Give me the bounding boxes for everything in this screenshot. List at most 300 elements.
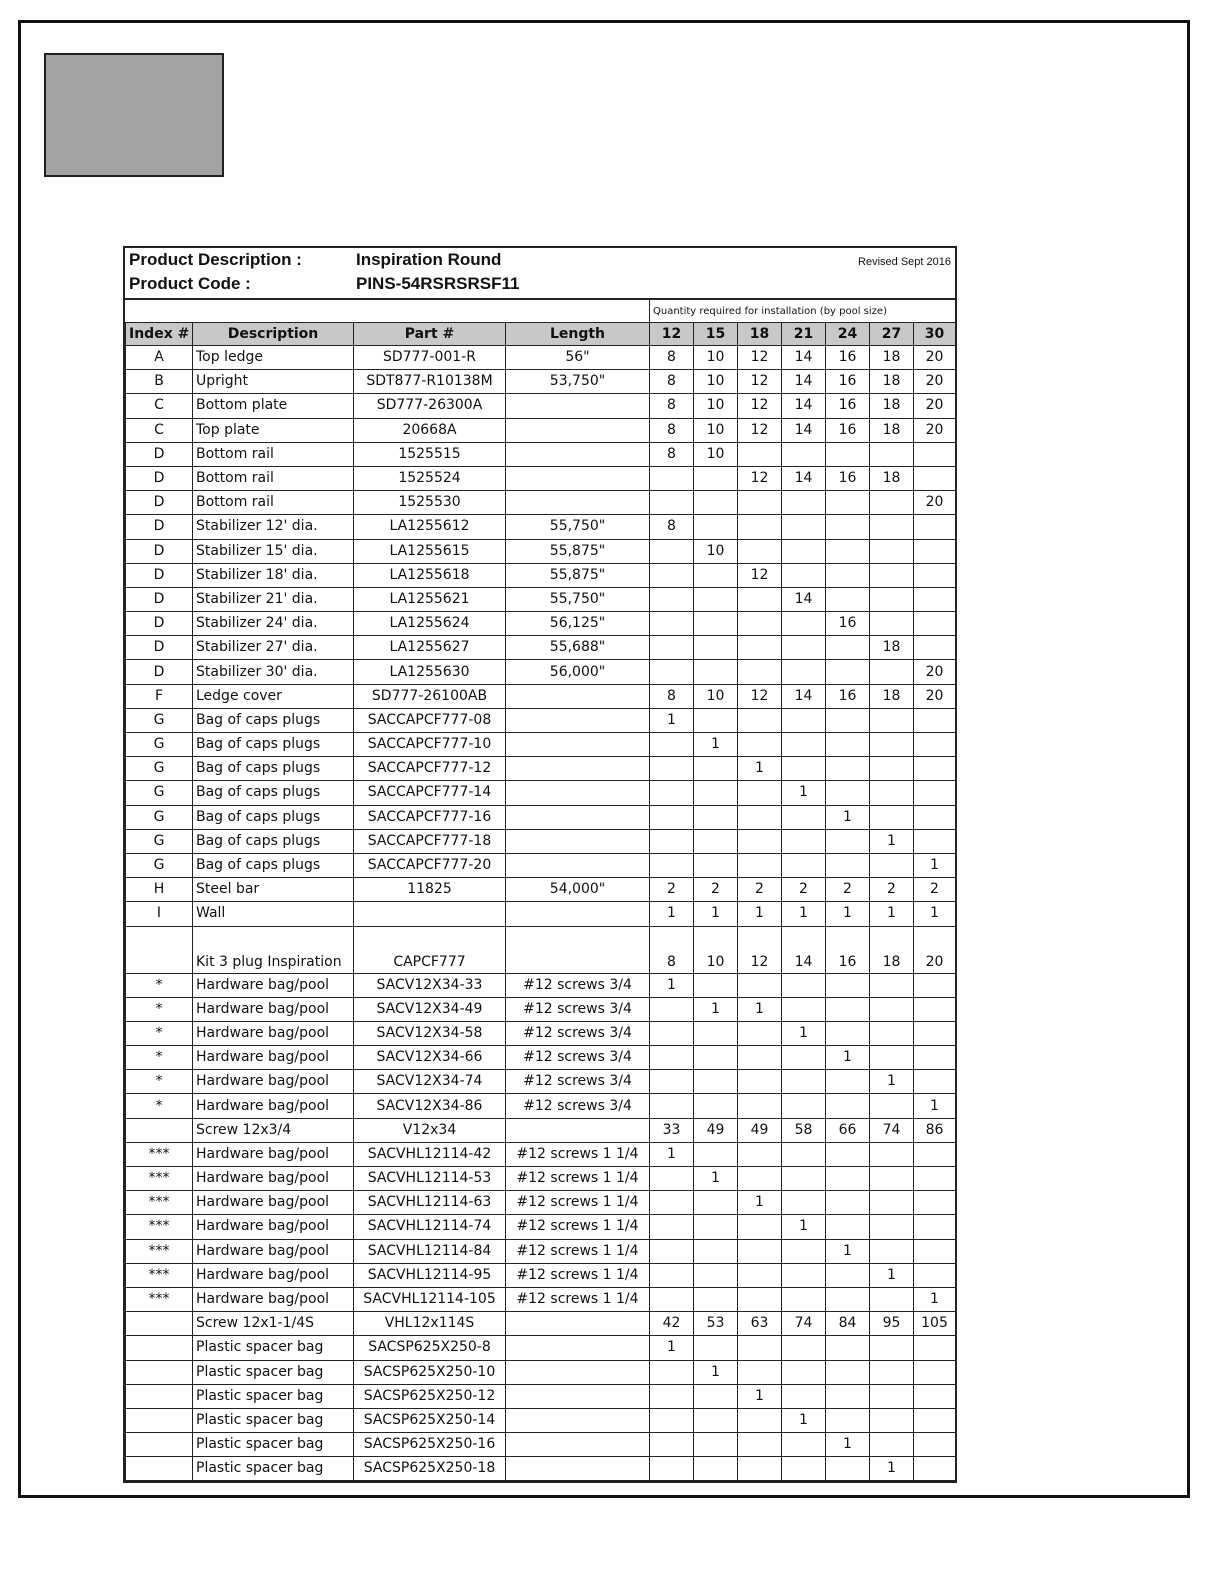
quantity-cell: 16 xyxy=(826,684,870,708)
quantity-cell: 1 xyxy=(870,1457,914,1481)
quantity-cell: 63 xyxy=(738,1312,782,1336)
parts-rows xyxy=(126,346,956,1481)
quantity-cell xyxy=(738,442,782,466)
description-cell: Bottom rail xyxy=(193,442,354,466)
part-number-cell: SDT877-R10138M xyxy=(354,370,506,394)
quantity-cell xyxy=(914,1263,956,1287)
quantity-cell xyxy=(694,1070,738,1094)
quantity-cell: 14 xyxy=(782,394,826,418)
quantity-cell xyxy=(914,563,956,587)
quantity-cell: 16 xyxy=(826,926,870,973)
quantity-cell xyxy=(650,563,694,587)
quantity-cell xyxy=(650,612,694,636)
quantity-cell xyxy=(914,829,956,853)
quantity-cell xyxy=(738,612,782,636)
index-cell xyxy=(126,1312,193,1336)
quantity-cell xyxy=(694,973,738,997)
quantity-cell xyxy=(914,1142,956,1166)
col-size-27: 27 xyxy=(870,323,914,346)
quantity-cell: 1 xyxy=(650,902,694,926)
quantity-cell xyxy=(870,1336,914,1360)
quantity-cell: 84 xyxy=(826,1312,870,1336)
table-row xyxy=(126,660,956,684)
description-cell: Bag of caps plugs xyxy=(193,733,354,757)
length-cell xyxy=(506,1408,650,1432)
index-cell: D xyxy=(126,612,193,636)
quantity-cell: 58 xyxy=(782,1118,826,1142)
quantity-cell xyxy=(826,1336,870,1360)
quantity-cell xyxy=(738,1239,782,1263)
quantity-cell: 16 xyxy=(826,418,870,442)
quantity-cell xyxy=(738,515,782,539)
quantity-cell: 16 xyxy=(826,466,870,490)
part-number-cell: SACCAPCF777-18 xyxy=(354,829,506,853)
quantity-cell xyxy=(914,1191,956,1215)
quantity-cell xyxy=(914,1457,956,1481)
length-cell: 54,000" xyxy=(506,878,650,902)
index-cell: B xyxy=(126,370,193,394)
quantity-cell xyxy=(738,660,782,684)
quantity-cell: 1 xyxy=(738,902,782,926)
quantity-cell: 42 xyxy=(650,1312,694,1336)
col-size-12: 12 xyxy=(650,323,694,346)
description-cell: Hardware bag/pool xyxy=(193,1094,354,1118)
quantity-cell xyxy=(694,781,738,805)
quantity-cell xyxy=(782,1191,826,1215)
quantity-cell: 10 xyxy=(694,926,738,973)
quantity-cell xyxy=(870,660,914,684)
quantity-cell xyxy=(738,1433,782,1457)
part-number-cell: SACSP625X250-14 xyxy=(354,1408,506,1432)
index-cell: G xyxy=(126,757,193,781)
quantity-cell: 1 xyxy=(914,853,956,877)
quantity-cell: 1 xyxy=(782,1021,826,1045)
index-cell: G xyxy=(126,853,193,877)
description-cell: Bottom plate xyxy=(193,394,354,418)
length-cell xyxy=(506,1336,650,1360)
quantity-cell xyxy=(694,1142,738,1166)
quantity-cell xyxy=(826,781,870,805)
quantity-cell: 16 xyxy=(826,370,870,394)
index-cell: *** xyxy=(126,1239,193,1263)
quantity-cell: 20 xyxy=(914,660,956,684)
length-cell xyxy=(506,442,650,466)
quantity-cell: 1 xyxy=(870,902,914,926)
quantity-cell xyxy=(782,515,826,539)
length-cell: #12 screws 3/4 xyxy=(506,1070,650,1094)
table-row xyxy=(126,973,956,997)
quantity-cell xyxy=(738,853,782,877)
quantity-cell: 1 xyxy=(738,757,782,781)
quantity-cell xyxy=(826,853,870,877)
quantity-cell xyxy=(650,733,694,757)
description-cell: Plastic spacer bag xyxy=(193,1457,354,1481)
quantity-cell xyxy=(782,1239,826,1263)
quantity-cell: 2 xyxy=(738,878,782,902)
quantity-cell xyxy=(870,1021,914,1045)
quantity-cell xyxy=(870,1094,914,1118)
quantity-cell: 1 xyxy=(738,1384,782,1408)
part-number-cell: SACCAPCF777-20 xyxy=(354,853,506,877)
quantity-cell xyxy=(782,1457,826,1481)
quantity-cell xyxy=(650,539,694,563)
index-cell: D xyxy=(126,442,193,466)
part-number-cell: LA1255630 xyxy=(354,660,506,684)
quantity-cell xyxy=(694,1191,738,1215)
description-cell: Hardware bag/pool xyxy=(193,1191,354,1215)
quantity-cell xyxy=(826,1384,870,1408)
table-row xyxy=(126,346,956,370)
index-cell: *** xyxy=(126,1263,193,1287)
quantity-cell xyxy=(826,1287,870,1311)
part-number-cell: SACVHL12114-105 xyxy=(354,1287,506,1311)
quantity-cell xyxy=(782,1384,826,1408)
quantity-cell: 12 xyxy=(738,346,782,370)
length-cell: 55,750" xyxy=(506,587,650,611)
quantity-cell: 10 xyxy=(694,418,738,442)
quantity-cell xyxy=(914,1408,956,1432)
part-number-cell: V12x34 xyxy=(354,1118,506,1142)
quantity-cell xyxy=(826,973,870,997)
length-cell xyxy=(506,1312,650,1336)
quantity-cell xyxy=(738,1046,782,1070)
table-row xyxy=(126,1046,956,1070)
col-description: Description xyxy=(193,323,354,346)
quantity-cell xyxy=(650,1433,694,1457)
quantity-cell xyxy=(826,1191,870,1215)
index-cell: H xyxy=(126,878,193,902)
quantity-cell xyxy=(694,466,738,490)
quantity-cell xyxy=(782,563,826,587)
quantity-cell xyxy=(914,805,956,829)
index-cell xyxy=(126,1384,193,1408)
quantity-cell xyxy=(870,997,914,1021)
quantity-cell xyxy=(870,1046,914,1070)
quantity-cell xyxy=(782,757,826,781)
part-number-cell: SACVHL12114-42 xyxy=(354,1142,506,1166)
description-cell: Hardware bag/pool xyxy=(193,1167,354,1191)
table-row xyxy=(126,684,956,708)
quantity-cell: 49 xyxy=(738,1118,782,1142)
quantity-cell: 1 xyxy=(738,1191,782,1215)
quantity-cell xyxy=(782,612,826,636)
quantity-cell: 1 xyxy=(826,805,870,829)
quantity-cell: 1 xyxy=(826,1433,870,1457)
quantity-cell xyxy=(650,805,694,829)
quantity-cell xyxy=(826,1215,870,1239)
index-cell xyxy=(126,926,193,973)
quantity-cell: 18 xyxy=(870,370,914,394)
index-cell: D xyxy=(126,587,193,611)
description-cell: Bag of caps plugs xyxy=(193,853,354,877)
quantity-cell xyxy=(870,1287,914,1311)
index-cell: G xyxy=(126,805,193,829)
index-cell: G xyxy=(126,708,193,732)
quantity-cell xyxy=(782,442,826,466)
length-cell: #12 screws 1 1/4 xyxy=(506,1239,650,1263)
quantity-cell xyxy=(782,805,826,829)
quantity-cell xyxy=(782,491,826,515)
length-cell xyxy=(506,1457,650,1481)
part-number-cell: SACSP625X250-10 xyxy=(354,1360,506,1384)
quantity-cell: 1 xyxy=(782,1408,826,1432)
description-cell: Hardware bag/pool xyxy=(193,1021,354,1045)
quantity-cell: 20 xyxy=(914,926,956,973)
quantity-cell xyxy=(782,1094,826,1118)
quantity-cell xyxy=(694,757,738,781)
quantity-cell xyxy=(738,1167,782,1191)
quantity-cell xyxy=(694,1021,738,1045)
quantity-cell xyxy=(694,1384,738,1408)
col-size-18: 18 xyxy=(738,323,782,346)
quantity-cell: 12 xyxy=(738,684,782,708)
part-number-cell: SACCAPCF777-16 xyxy=(354,805,506,829)
quantity-cell xyxy=(650,636,694,660)
product-description-value: Inspiration Round xyxy=(356,250,502,269)
description-cell: Stabilizer 27' dia. xyxy=(193,636,354,660)
description-cell: Stabilizer 30' dia. xyxy=(193,660,354,684)
quantity-cell xyxy=(870,587,914,611)
table-row xyxy=(126,1360,956,1384)
description-cell: Steel bar xyxy=(193,878,354,902)
quantity-cell: 12 xyxy=(738,370,782,394)
part-number-cell: 1525515 xyxy=(354,442,506,466)
table-row xyxy=(126,757,956,781)
part-number-cell xyxy=(354,902,506,926)
part-number-cell: LA1255624 xyxy=(354,612,506,636)
quantity-cell xyxy=(826,1021,870,1045)
quantity-cell xyxy=(914,757,956,781)
index-cell: *** xyxy=(126,1191,193,1215)
index-cell: G xyxy=(126,781,193,805)
quantity-cell xyxy=(650,1457,694,1481)
quantity-cell xyxy=(694,660,738,684)
quantity-cell xyxy=(694,1215,738,1239)
length-cell xyxy=(506,829,650,853)
quantity-cell xyxy=(870,757,914,781)
quantity-cell xyxy=(650,1263,694,1287)
col-length: Length xyxy=(506,323,650,346)
index-cell: * xyxy=(126,1021,193,1045)
quantity-cell xyxy=(650,1239,694,1263)
quantity-cell xyxy=(782,1070,826,1094)
description-cell: Top ledge xyxy=(193,346,354,370)
quantity-cell xyxy=(870,1360,914,1384)
table-row xyxy=(126,1408,956,1432)
quantity-cell xyxy=(870,1167,914,1191)
part-number-cell: CAPCF777 xyxy=(354,926,506,973)
quantity-caption-row xyxy=(126,300,956,323)
length-cell xyxy=(506,1433,650,1457)
quantity-cell xyxy=(870,442,914,466)
length-cell: #12 screws 1 1/4 xyxy=(506,1215,650,1239)
quantity-cell xyxy=(870,805,914,829)
quantity-cell xyxy=(650,1384,694,1408)
quantity-cell xyxy=(870,1191,914,1215)
table-row xyxy=(126,1094,956,1118)
quantity-cell xyxy=(650,1094,694,1118)
quantity-cell: 8 xyxy=(650,684,694,708)
index-cell: D xyxy=(126,539,193,563)
table-row xyxy=(126,1263,956,1287)
length-cell xyxy=(506,394,650,418)
quantity-cell xyxy=(870,1433,914,1457)
quantity-cell: 12 xyxy=(738,926,782,973)
quantity-cell xyxy=(782,636,826,660)
part-number-cell: SACVHL12114-74 xyxy=(354,1215,506,1239)
quantity-cell xyxy=(826,708,870,732)
quantity-cell: 1 xyxy=(694,1360,738,1384)
quantity-cell: 14 xyxy=(782,466,826,490)
quantity-cell xyxy=(782,708,826,732)
quantity-cell xyxy=(738,1021,782,1045)
quantity-cell xyxy=(782,539,826,563)
index-cell: * xyxy=(126,1070,193,1094)
quantity-cell xyxy=(870,612,914,636)
quantity-cell xyxy=(826,733,870,757)
quantity-cell: 49 xyxy=(694,1118,738,1142)
description-cell: Stabilizer 12' dia. xyxy=(193,515,354,539)
quantity-cell: 1 xyxy=(826,902,870,926)
table-row xyxy=(126,1191,956,1215)
length-cell: #12 screws 1 1/4 xyxy=(506,1287,650,1311)
quantity-cell xyxy=(870,733,914,757)
quantity-cell xyxy=(650,1070,694,1094)
quantity-cell xyxy=(870,1142,914,1166)
quantity-cell: 12 xyxy=(738,394,782,418)
quantity-cell: 1 xyxy=(870,1263,914,1287)
quantity-cell xyxy=(694,612,738,636)
quantity-cell xyxy=(782,1336,826,1360)
description-cell: Hardware bag/pool xyxy=(193,1142,354,1166)
table-row xyxy=(126,1239,956,1263)
length-cell xyxy=(506,1360,650,1384)
quantity-cell xyxy=(738,1336,782,1360)
length-cell xyxy=(506,781,650,805)
index-cell: C xyxy=(126,418,193,442)
quantity-cell xyxy=(826,636,870,660)
part-number-cell: SACV12X34-33 xyxy=(354,973,506,997)
quantity-cell: 14 xyxy=(782,684,826,708)
quantity-cell: 86 xyxy=(914,1118,956,1142)
quantity-cell: 18 xyxy=(870,418,914,442)
part-number-cell: VHL12x114S xyxy=(354,1312,506,1336)
quantity-cell xyxy=(738,781,782,805)
quantity-cell xyxy=(782,1433,826,1457)
table-row xyxy=(126,1287,956,1311)
quantity-cell xyxy=(826,491,870,515)
description-cell: Plastic spacer bag xyxy=(193,1384,354,1408)
quantity-cell xyxy=(782,853,826,877)
table-row xyxy=(126,1142,956,1166)
parts-table xyxy=(125,300,956,1481)
quantity-cell xyxy=(782,1142,826,1166)
quantity-cell xyxy=(650,660,694,684)
table-row xyxy=(126,394,956,418)
quantity-cell: 1 xyxy=(826,1239,870,1263)
table-row xyxy=(126,781,956,805)
part-number-cell: SACSP625X250-12 xyxy=(354,1384,506,1408)
part-number-cell: SD777-001-R xyxy=(354,346,506,370)
table-row xyxy=(126,708,956,732)
quantity-cell: 12 xyxy=(738,418,782,442)
length-cell: 56,000" xyxy=(506,660,650,684)
quantity-cell xyxy=(870,539,914,563)
description-cell: Plastic spacer bag xyxy=(193,1408,354,1432)
quantity-cell xyxy=(914,1070,956,1094)
quantity-cell: 1 xyxy=(914,1094,956,1118)
quantity-cell xyxy=(650,466,694,490)
quantity-cell xyxy=(782,1360,826,1384)
table-row xyxy=(126,539,956,563)
quantity-cell xyxy=(738,973,782,997)
quantity-cell: 74 xyxy=(870,1118,914,1142)
quantity-cell xyxy=(914,781,956,805)
quantity-cell xyxy=(914,733,956,757)
length-cell: #12 screws 3/4 xyxy=(506,1021,650,1045)
quantity-cell xyxy=(914,587,956,611)
table-row xyxy=(126,1167,956,1191)
quantity-cell xyxy=(650,997,694,1021)
quantity-cell xyxy=(650,757,694,781)
quantity-cell xyxy=(870,853,914,877)
quantity-cell xyxy=(782,829,826,853)
length-cell xyxy=(506,733,650,757)
quantity-cell: 14 xyxy=(782,346,826,370)
table-row xyxy=(126,1312,956,1336)
length-cell: 56" xyxy=(506,346,650,370)
description-cell: Bottom rail xyxy=(193,466,354,490)
quantity-cell: 18 xyxy=(870,394,914,418)
quantity-cell xyxy=(694,1408,738,1432)
quantity-cell xyxy=(782,1167,826,1191)
index-cell: *** xyxy=(126,1287,193,1311)
table-row xyxy=(126,636,956,660)
quantity-cell xyxy=(826,1457,870,1481)
index-cell: G xyxy=(126,733,193,757)
description-cell: Wall xyxy=(193,902,354,926)
quantity-cell xyxy=(826,442,870,466)
description-cell: Hardware bag/pool xyxy=(193,1287,354,1311)
quantity-cell: 2 xyxy=(694,878,738,902)
quantity-cell xyxy=(914,515,956,539)
length-cell xyxy=(506,926,650,973)
index-cell xyxy=(126,1336,193,1360)
column-header-row xyxy=(126,323,956,346)
index-cell: *** xyxy=(126,1215,193,1239)
quantity-cell: 8 xyxy=(650,370,694,394)
quantity-cell: 10 xyxy=(694,539,738,563)
part-number-cell: LA1255615 xyxy=(354,539,506,563)
quantity-cell: 1 xyxy=(694,1167,738,1191)
quantity-cell: 18 xyxy=(870,466,914,490)
part-number-cell: SACSP625X250-18 xyxy=(354,1457,506,1481)
index-cell xyxy=(126,1118,193,1142)
part-number-cell: SACCAPCF777-08 xyxy=(354,708,506,732)
description-cell: Bottom rail xyxy=(193,491,354,515)
quantity-cell: 14 xyxy=(782,418,826,442)
table-row xyxy=(126,515,956,539)
quantity-cell xyxy=(694,805,738,829)
index-cell: A xyxy=(126,346,193,370)
quantity-cell xyxy=(870,781,914,805)
quantity-cell xyxy=(870,708,914,732)
table-row xyxy=(126,491,956,515)
index-cell: D xyxy=(126,563,193,587)
description-cell: Bag of caps plugs xyxy=(193,781,354,805)
quantity-cell xyxy=(738,491,782,515)
quantity-cell: 20 xyxy=(914,394,956,418)
